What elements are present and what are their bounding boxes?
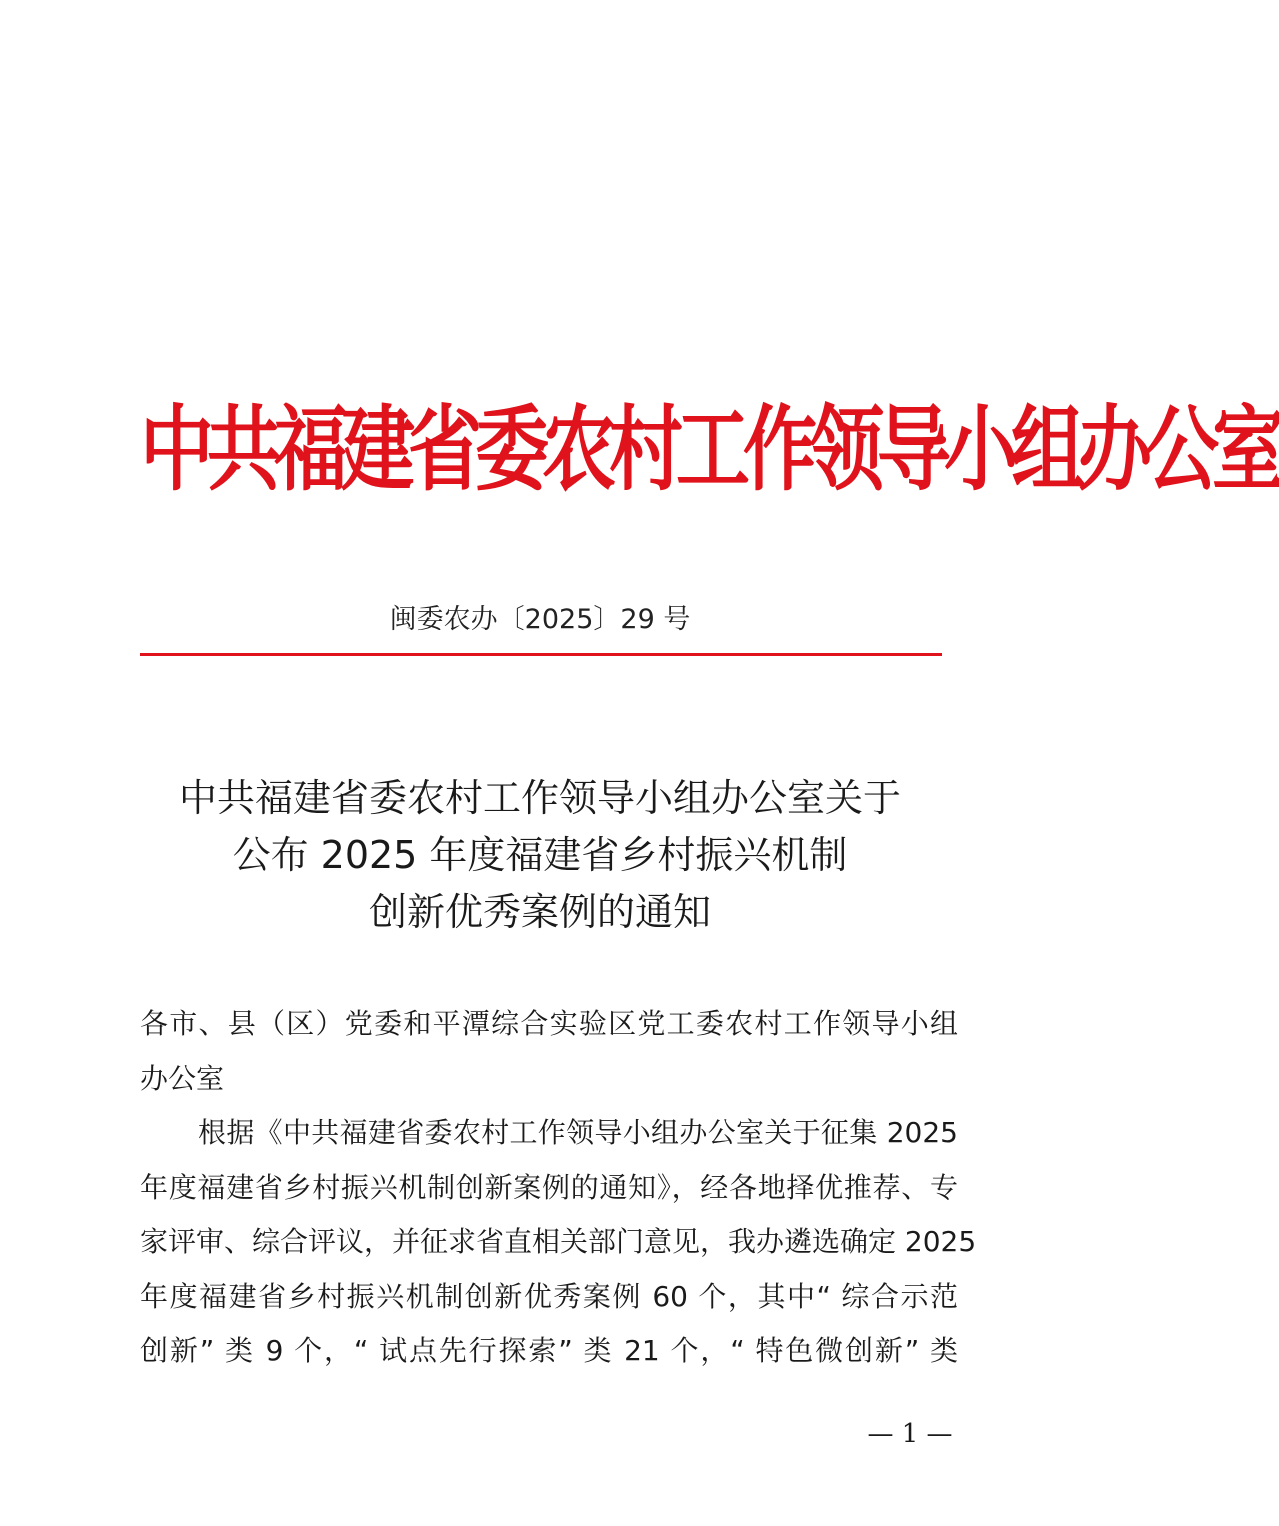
- notice-body: [140, 997, 977, 1379]
- body-line-1: 根据《中共福建省委农村工作领导小组办公室关于征集 2025: [198, 1116, 958, 1149]
- notice-title: [140, 770, 940, 941]
- masthead-title: 中共福建省委农村工作领导小组办公室: [140, 396, 1279, 504]
- document-number: 闽委农办〔2025〕29 号: [389, 604, 691, 635]
- addressee-line-1: 各市、县（区）党委和平潭综合实验区党工委农村工作领导小组: [140, 1007, 958, 1040]
- body-line-2: 年度福建省乡村振兴机制创新案例的通知》，经各地择优推荐、专: [140, 1170, 958, 1204]
- body-line-4: 年度福建省乡村振兴机制创新优秀案例 60 个，其中“ 综合示范: [140, 1279, 958, 1313]
- body-line-3: 家评审、综合评议，并征求省直相关部门意见，我办遴选确定 2025: [140, 1225, 977, 1258]
- red-separator-line: [140, 653, 942, 656]
- addressee-line-2: 办公室: [140, 1061, 225, 1095]
- page-number: — 1 —: [867, 1419, 953, 1449]
- notice-title-line-2: 公布 2025 年度福建省乡村振兴机制: [232, 833, 848, 877]
- notice-title-line-3: 创新优秀案例的通知: [368, 890, 711, 934]
- body-line-5: 创新” 类 9 个，“ 试点先行探索” 类 21 个，“ 特色微创新” 类: [140, 1334, 958, 1367]
- notice-title-line-1: 中共福建省委农村工作领导小组办公室关于: [178, 776, 901, 820]
